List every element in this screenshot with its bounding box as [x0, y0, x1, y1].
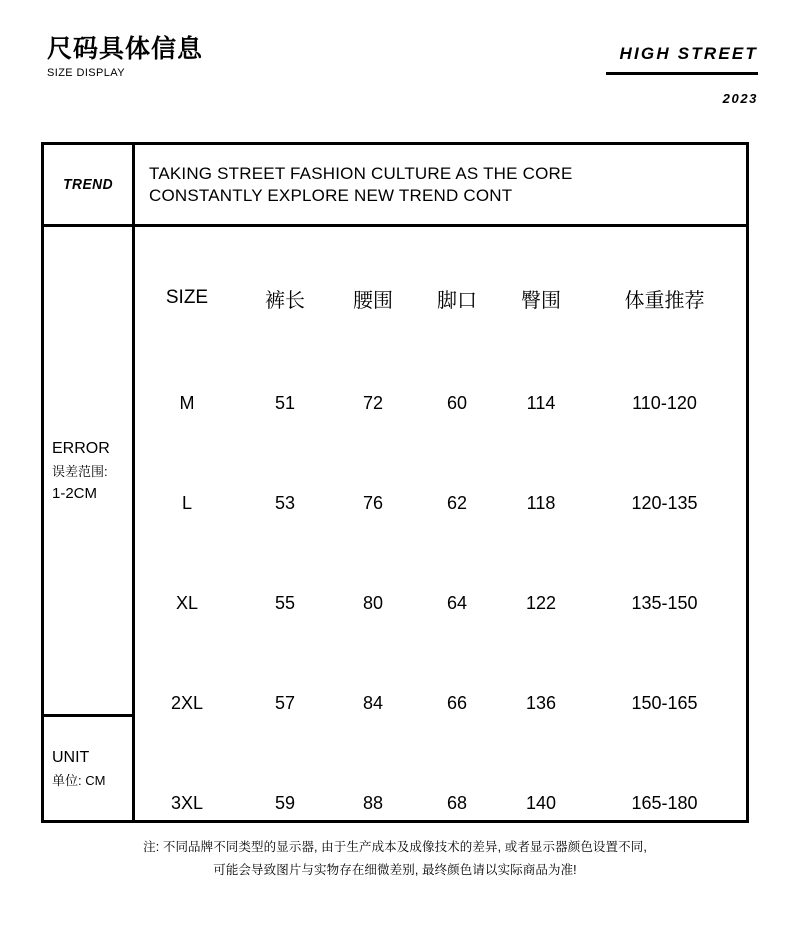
error-label-cn: 误差范围:: [52, 463, 108, 479]
error-label-en: ERROR: [52, 439, 110, 457]
cell-size: 2XL: [170, 692, 204, 713]
cell-size: XL: [175, 592, 199, 613]
cell-pant-length: 55: [274, 592, 296, 613]
cell-size: L: [181, 492, 192, 513]
cell-weight: 110-120: [632, 392, 697, 413]
footnote-line-2: 可能会导致图片与实物存在细微差别, 最终颜色请以实际商品为准!: [213, 863, 577, 877]
table-row: [135, 388, 746, 418]
cell-waist: 80: [362, 592, 384, 613]
cell-waist: 72: [362, 392, 384, 413]
cell-leg-opening: 64: [446, 592, 468, 613]
page-header-right: [568, 44, 758, 106]
unit-label-cn: 单位: CM: [52, 773, 106, 788]
footnote-line-1: 注: 不同品牌不同类型的显示器, 由于生产成本及成像技术的差异, 或者显示器颜色设置不同,: [143, 840, 647, 854]
column-header-hip: 臀围: [521, 289, 561, 312]
page-title: 尺码具体信息: [47, 34, 204, 63]
cell-pant-length: 51: [274, 392, 296, 413]
cell-leg-opening: 66: [446, 692, 468, 713]
table-row: [135, 588, 746, 618]
cell-weight: 165-180: [631, 792, 698, 813]
trend-logo: TREND: [63, 176, 113, 193]
measurement-grid: [135, 227, 746, 820]
cell-pant-length: 59: [274, 792, 296, 813]
column-header-pant-length: 裤长: [265, 289, 305, 312]
cell-weight: 135-150: [631, 592, 698, 613]
cell-leg-opening: 68: [446, 792, 468, 813]
cell-leg-opening: 62: [446, 492, 468, 513]
error-range-cell: [44, 227, 132, 714]
cell-weight: 150-165: [631, 692, 698, 713]
brand-statement: [135, 145, 746, 224]
cell-size: M: [179, 392, 195, 413]
cell-waist: 88: [362, 792, 384, 813]
column-header-leg-opening: 脚口: [437, 289, 477, 312]
brand-divider: [606, 72, 758, 75]
footnote: [0, 836, 790, 882]
brand-statement-line-2: CONSTANTLY EXPLORE NEW TREND CONT: [149, 185, 513, 205]
unit-label-en: UNIT: [52, 749, 90, 766]
error-value: 1-2CM: [52, 484, 98, 502]
cell-size: 3XL: [170, 792, 204, 813]
table-row: [135, 488, 746, 518]
column-header-weight: 体重推荐: [624, 289, 705, 312]
column-header-size: SIZE: [165, 287, 209, 308]
page-header-left: [47, 34, 203, 80]
unit-cell: [44, 717, 132, 820]
cell-pant-length: 57: [274, 692, 296, 713]
cell-waist: 76: [362, 492, 384, 513]
brand-statement-line-1: TAKING STREET FASHION CULTURE AS THE CORE: [149, 163, 573, 183]
cell-hip: 136: [525, 692, 557, 713]
size-chart-table: [41, 142, 749, 823]
table-header-row: [135, 283, 746, 313]
cell-hip: 122: [525, 592, 557, 613]
column-header-waist: 腰围: [353, 289, 393, 312]
brand-name: HIGH STREET: [619, 44, 758, 63]
cell-weight: 120-135: [631, 492, 698, 513]
page-subtitle: SIZE DISPLAY: [47, 67, 125, 79]
cell-hip: 118: [526, 492, 556, 513]
cell-hip: 114: [526, 392, 556, 413]
cell-hip: 140: [525, 792, 557, 813]
trend-logo-cell: [44, 145, 132, 224]
table-row: [135, 788, 746, 818]
brand-year: 2023: [722, 91, 758, 106]
cell-leg-opening: 60: [446, 392, 468, 413]
table-row: [135, 688, 746, 718]
cell-waist: 84: [362, 692, 384, 713]
cell-pant-length: 53: [274, 492, 296, 513]
